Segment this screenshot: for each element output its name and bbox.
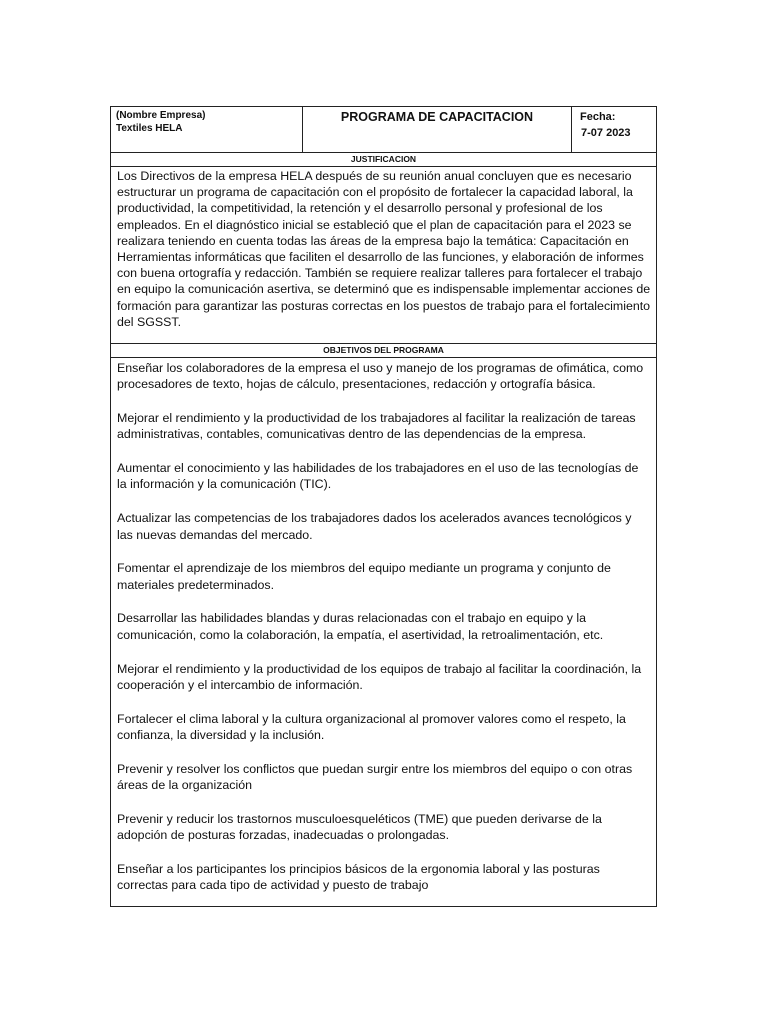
objectives-list (111, 358, 656, 894)
company-name: Textiles HELA (116, 123, 183, 134)
objective-item: Enseñar los colaboradores de la empresa el uso y manejo de los programas de ofimática, como procesadores de texto, hojas de cálculo, presentaciones, redacción y ortografía básica. (117, 361, 644, 392)
objective-item: Prevenir y resolver los conflictos que puedan surgir entre los miembros del equipo o con otras áreas de la organización (117, 761, 633, 793)
justification-heading: JUSTIFICACION (111, 153, 656, 167)
objective-item: Enseñar a los participantes los principios básicos de la ergonomia laboral y las posturas correctas para cada tipo de actividad y puesto de trabajo (117, 861, 600, 893)
company-label: (Nombre Empresa) (116, 110, 206, 121)
objective-item: Desarrollar las habilidades blandas y duras relacionadas con el trabajo en equipo y la comunicación, como la colaboración, la empatía, el asertividad, la retroalimentación, etc. (117, 611, 604, 642)
objective-item: Actualizar las competencias de los trabajadores dados los acelerados avances tecnológicos y las nuevas demandas del mercado. (117, 511, 632, 542)
objectives-heading: OBJETIVOS DEL PROGRAMA (111, 344, 656, 358)
document-title: PROGRAMA DE CAPACITACION (303, 107, 572, 152)
training-program-document (110, 106, 657, 907)
objective-item: Fortalecer el clima laboral y la cultura organizacional al promover valores como el respeto, la confianza, la diversidad y la inclusión. (117, 711, 626, 742)
objective-item: Aumentar el conocimiento y las habilidades de los trabajadores en el uso de las tecnologías de la información y la comunicación (TIC). (117, 461, 639, 492)
company-cell (111, 107, 303, 152)
objective-item: Prevenir y reducir los trastornos musculoesqueléticos (TME) que pueden derivarse de la adopción de posturas forzadas, inadecuadas o prolongadas. (117, 811, 602, 843)
justification-text: Los Directivos de la empresa HELA después de su reunión anual concluyen que es necesario estructurar un programa de capacitación con el propósito de fortalecer la capacidad laboral, la productividad, la competitividad, la retención y el desarrollo personal y profesional de los empleados. En el diagnóstico inicial se estableció que el plan de capacitación para el 2023 se realizara teniendo en cuenta todas las áreas de la empresa bajo la temática: Capacitación en Herramientas informáticas que faciliten el desarrollo de las funciones, y elaboración de informes con buena ortografía y redacción. También se requiere realizar talleres para fortalecer el trabajo en equipo la comunicación asertiva, se determinó que es indispensable implementar acciones de formación para garantizar las posturas correctas en los puestos de trabajo para el fortalecimiento del SGSST. (111, 167, 656, 344)
header-row (111, 107, 656, 153)
date-value: 7-07 2023 (581, 127, 631, 139)
date-cell (572, 107, 656, 152)
objective-item: Mejorar el rendimiento y la productividad de los equipos de trabajo al facilitar la coordinación, la cooperación y el intercambio de información. (117, 661, 642, 692)
objective-item: Mejorar el rendimiento y la productividad de los trabajadores al facilitar la realización de tareas administrativas, contables, comunicativas dentro de las dependencias de la empresa. (117, 411, 636, 442)
objective-item: Fomentar el aprendizaje de los miembros del equipo mediante un programa y conjunto de materiales predeterminados. (117, 561, 611, 592)
date-label: Fecha: (580, 111, 616, 123)
